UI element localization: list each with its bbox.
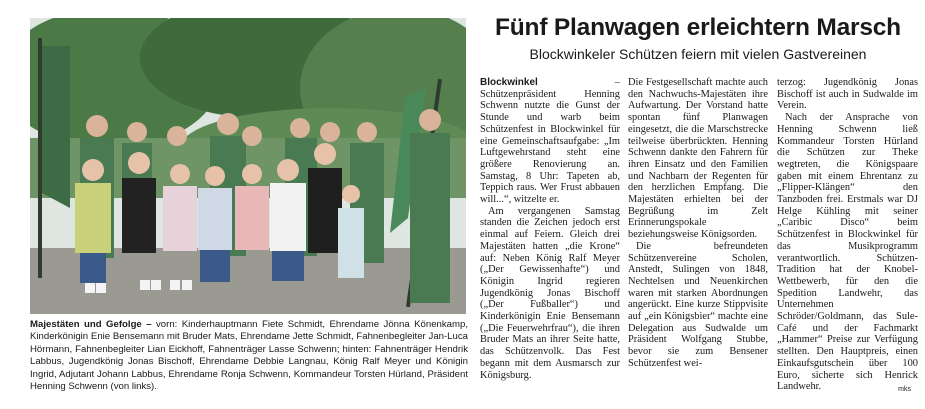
paragraph-text: – Schützenpräsident Henning Schwenn nutzte die Gunst der Stunde und warb beim Schützenfest in Blockwinkel für eine Gemeinschaftsaufgabe: „Im Luftgewehrstand steht eine größere Renovierung an. Samstag, 8 Uhr: Tapeten ab, Teppich raus. Wer Frust abbauen will...“, witzelte er. bbox=[480, 77, 620, 206]
caption-bold: Majestäten und Gefolge – bbox=[30, 319, 152, 330]
paragraph: Die befreundeten Schützenvereine Scholen, Anstedt, Sulingen von 1848, Nechtelsen und Neuenkirchen waren mit starken Abordnungen angerückt. Eine kurze Stippvisite auf „ein Königsbier“ machte eine Delegation aus Sudwalde um Präsident Wolfgang Stubbe, bevor sie zum Bensener Schützenfest wei- bbox=[628, 240, 768, 369]
paragraph: terzog: Jugendkönig Jonas Bischoff ist auch in Sudwalde im Verein. bbox=[777, 77, 918, 112]
caption-text: vorn: Kinderhauptmann Fiete Schmidt, Ehrendame Jönna Könenkamp, Kinderkönigin Enie Bensemann mit Bruder Mats, Ehrendame Jette Schmidt, Fahnenbegleiter Jan-Luca Hörmann, Fahnenbegleiter Lian Eickhoff, Fahnenträger Lasse Schwenn; hinten: Fahnenträger Hendrik Labbus, Jugendkönig Jonas Bischoff, Ehrendame Debbie Langnau, König Ralf Meyer und Königin Ingrid, Adjutant Johann Labbus, Ehrendame Ronja Schwenn, Kommandeur Torsten Hürland, Präsident Henning Schwenn (von links). bbox=[30, 319, 468, 393]
article-column-1 bbox=[480, 77, 620, 381]
photo-caption bbox=[30, 319, 468, 393]
article-column-2 bbox=[628, 77, 768, 370]
headline: Fünf Planwagen erleichtern Marsch bbox=[495, 14, 901, 41]
paragraph: Nach der Ansprache von Henning Schwenn ließ Kommandeur Torsten Hürland die Schützen zur Theke wegtreten, die Königspaare gaben mit einem Ehrentanz zu „Flipper-Klängen“ den Tanzboden frei. Erstmals war DJ Helge Kühling mit seiner „Caribic Disco“ beim Schützenfest in Blockwinkel für das Musikprogramm verantwortlich. Schützen-Tradition hat der Knobel-Wettbewerb, für den die Spedition Landwehr, das Unternehmen Schröder/Goldmann, das Sule-Café und der Fachmarkt „Hammer“ Preise zur Verfügung stellten. Den Hauptpreis, einen Einkaufsgutschein über 100 Euro, sicherte sich Henrick Landwehr. bbox=[777, 112, 918, 393]
group-photo bbox=[30, 18, 466, 314]
lead-word: Blockwinkel bbox=[480, 77, 538, 88]
paragraph: Die Festgesellschaft machte auch den Nachwuchs-Majestäten ihre Aufwartung. Der Vorstand hatte spontan fünf Planwagen eingesetzt, die die Marschstrecke teilweise überbrückten. Henning Schwenn dankte den Fahrern für ihren Einsatz und den Familien und Nachbarn der Regenten für den herzlichen Empfang. Die Majestäten erhielten bei der Begrüßung im Zelt Erinnerungspokale beziehungsweise Königsorden. bbox=[628, 77, 768, 241]
author-tag: mks bbox=[898, 386, 911, 393]
paragraph bbox=[480, 77, 620, 206]
paragraph: Am vergangenen Samstag standen die Zeichen jedoch erst einmal auf Feiern. Gleich drei Majestäten hatten „die Krone“ auf: Neben König Ralf Meyer („Der Gewissenhafte“) und Königin Ingrid regieren Jugendkönig Jonas Bischoff („Der Fußballer“) und Kinderkönigin Enie Bensemann („Die Feuerwehrfrau“), die ihren Bruder Mats an ihrer Seite hatte, das Schützenvolk. Das Fest begann mit dem Ausmarsch zur Königsburg. bbox=[480, 205, 620, 381]
article-column-3 bbox=[777, 77, 918, 393]
photo-illustration bbox=[30, 18, 466, 314]
subheadline: Blockwinkeler Schützen feiern mit vielen Gastvereinen bbox=[529, 46, 867, 62]
